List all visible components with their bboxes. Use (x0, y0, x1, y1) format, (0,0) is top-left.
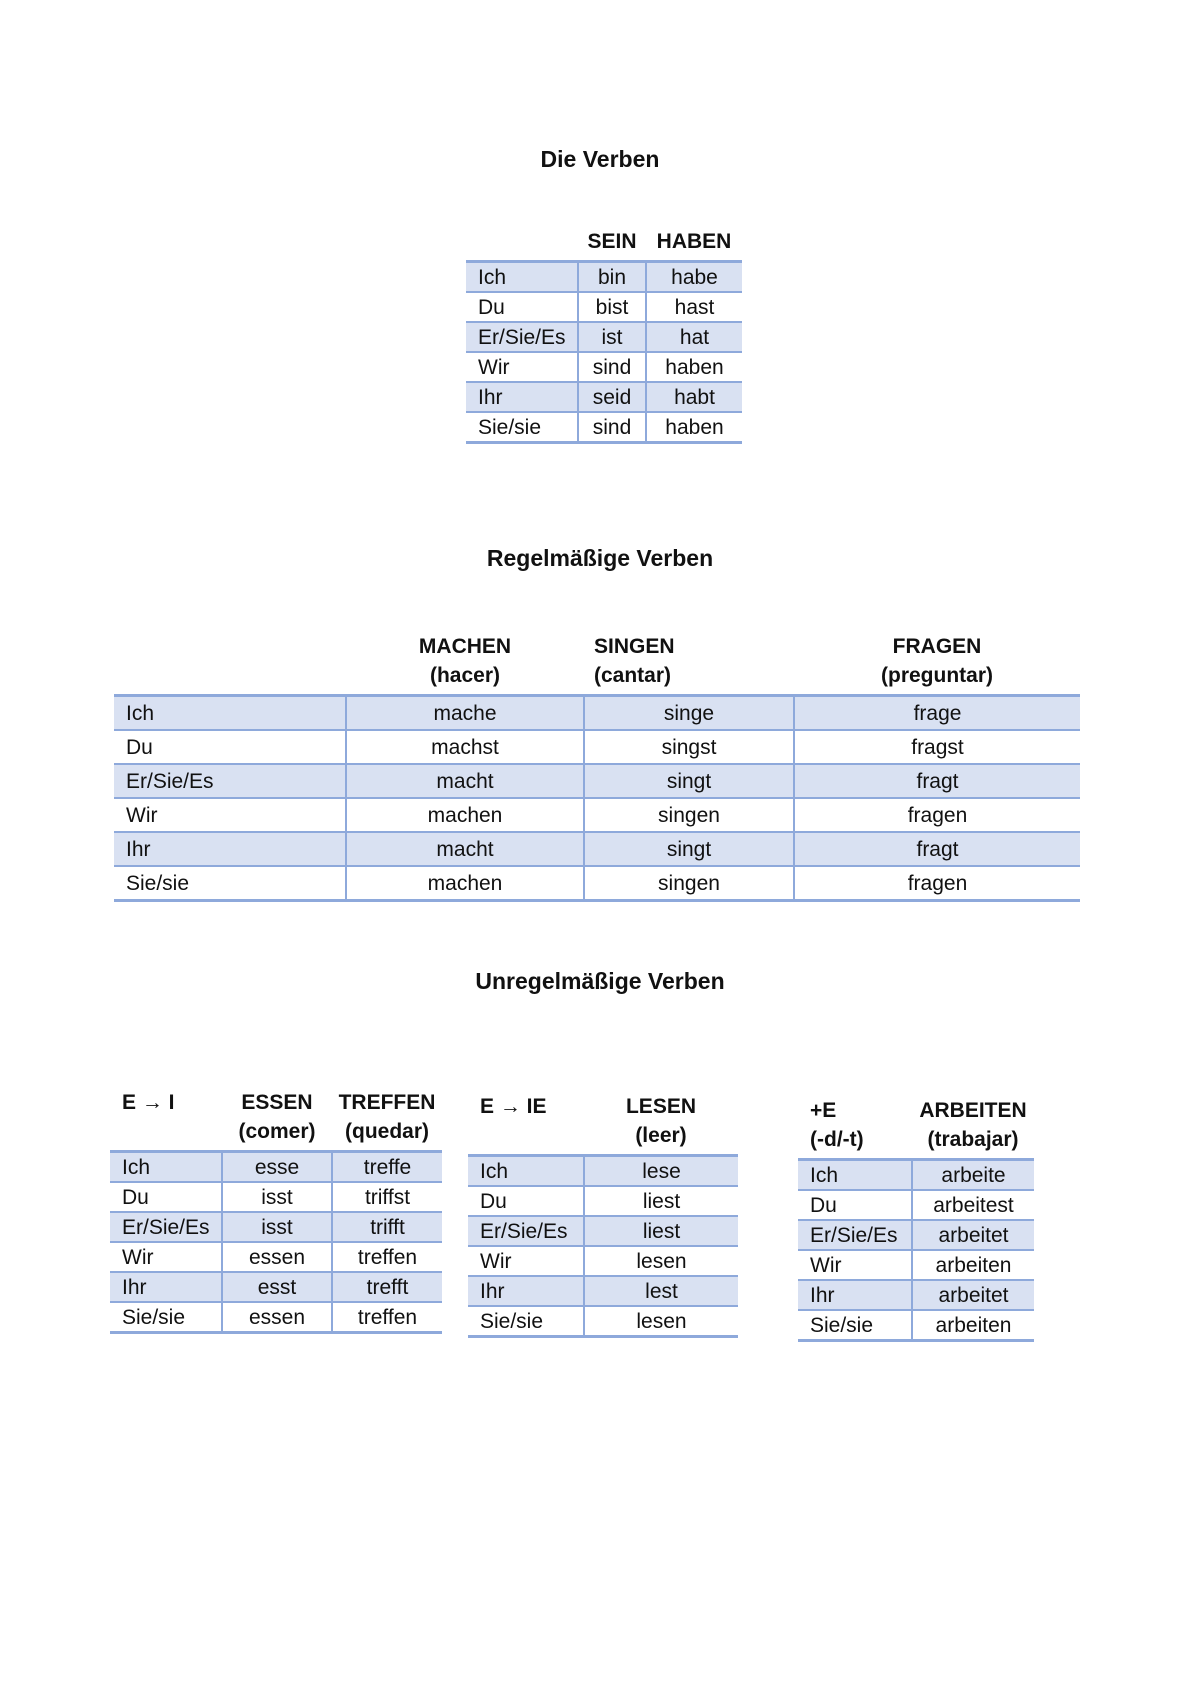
verb-form-cell: sind (578, 412, 646, 443)
verb-form-cell: lest (584, 1276, 738, 1306)
verb-form-cell: singen (584, 866, 794, 901)
pronoun-cell: Du (114, 730, 346, 764)
table-row (468, 1156, 738, 1187)
verb-form-cell: bin (578, 262, 646, 293)
verb-treffen: TREFFEN (338, 1091, 436, 1114)
verb-form-cell: arbeitet (912, 1220, 1034, 1250)
verb-form-cell: singen (584, 798, 794, 832)
pronoun-cell: Er/Sie/Es (110, 1212, 222, 1242)
verb-form-cell: fragt (794, 764, 1080, 798)
pronoun-cell: Ich (798, 1160, 912, 1191)
table-row (114, 798, 1080, 832)
verb-essen: ESSEN (241, 1091, 313, 1114)
table-row (798, 1280, 1034, 1310)
table-row (466, 412, 742, 443)
verb-form-cell: haben (646, 352, 742, 382)
header-arbeiten (912, 1096, 1034, 1160)
verb-form-cell: habt (646, 382, 742, 412)
pronoun-cell: Ihr (114, 832, 346, 866)
section-title-regular: Regelmäßige Verben (486, 545, 714, 571)
pronoun-cell: Ich (468, 1156, 584, 1187)
header-machen (346, 632, 584, 696)
gloss-machen: (hacer) (429, 664, 501, 687)
table-row (466, 322, 742, 352)
header-treffen (332, 1088, 442, 1152)
header-haben: HABEN (646, 227, 742, 262)
verb-form-cell: trifft (332, 1212, 442, 1242)
table-row (798, 1160, 1034, 1191)
verb-form-cell: treffe (332, 1152, 442, 1183)
irregular-plus-e-table (798, 1096, 1034, 1342)
pronoun-cell: Sie/sie (466, 412, 578, 443)
gloss-fragen: (preguntar) (881, 664, 993, 687)
label-plus-e (798, 1096, 912, 1160)
pronoun-cell: Wir (468, 1246, 584, 1276)
verb-singen: SINGEN (594, 635, 675, 658)
pronoun-cell: Ich (114, 696, 346, 731)
verb-form-cell: sind (578, 352, 646, 382)
verb-form-cell: macht (346, 764, 584, 798)
verb-form-cell: treffen (332, 1302, 442, 1333)
pronoun-cell: Wir (466, 352, 578, 382)
pronoun-cell: Du (798, 1190, 912, 1220)
table-row (110, 1302, 442, 1333)
pronoun-cell: Ihr (798, 1280, 912, 1310)
verb-form-cell: essen (222, 1302, 332, 1333)
header-sein: SEIN (578, 227, 646, 262)
pronoun-cell: Ihr (468, 1276, 584, 1306)
verb-form-cell: esse (222, 1152, 332, 1183)
gloss-treffen: (quedar) (345, 1120, 429, 1143)
verb-form-cell: machen (346, 798, 584, 832)
table-row (114, 832, 1080, 866)
verb-form-cell: seid (578, 382, 646, 412)
pronoun-cell: Er/Sie/Es (798, 1220, 912, 1250)
table-row (466, 382, 742, 412)
verb-form-cell: bist (578, 292, 646, 322)
verb-form-cell: fragen (794, 798, 1080, 832)
verb-form-cell: ist (578, 322, 646, 352)
verb-form-cell: arbeitet (912, 1280, 1034, 1310)
verb-form-cell: haben (646, 412, 742, 443)
table-row (110, 1152, 442, 1183)
gloss-arbeiten: (trabajar) (927, 1128, 1019, 1151)
irregular-e-i-body (110, 1152, 442, 1333)
sein-haben-table (466, 227, 742, 444)
verb-form-cell: fragen (794, 866, 1080, 901)
header-lesen (584, 1092, 738, 1156)
table-row (468, 1246, 738, 1276)
pronoun-cell: Er/Sie/Es (466, 322, 578, 352)
irregular-e-ie-table (468, 1092, 738, 1338)
gloss-essen: (comer) (238, 1120, 316, 1143)
pronoun-cell: Ihr (110, 1272, 222, 1302)
verb-form-cell: machst (346, 730, 584, 764)
verb-form-cell: lesen (584, 1306, 738, 1337)
verb-lesen: LESEN (625, 1095, 696, 1118)
table-row (468, 1306, 738, 1337)
pronoun-cell: Er/Sie/Es (468, 1216, 584, 1246)
regular-verbs-table (114, 632, 1080, 902)
pronoun-cell: Wir (798, 1250, 912, 1280)
table-row (466, 262, 742, 293)
pronoun-cell: Wir (114, 798, 346, 832)
pronoun-cell: Du (466, 292, 578, 322)
verb-form-cell: arbeite (912, 1160, 1034, 1191)
verb-form-cell: triffst (332, 1182, 442, 1212)
pronoun-cell: Du (110, 1182, 222, 1212)
section-title-irregular: Unregelmäßige Verben (475, 968, 725, 994)
table-row (798, 1220, 1034, 1250)
pronoun-cell: Du (468, 1186, 584, 1216)
verb-form-cell: singst (584, 730, 794, 764)
verb-form-cell: arbeiten (912, 1310, 1034, 1341)
gloss-singen: (cantar) (594, 664, 672, 687)
sein-haben-body (466, 262, 742, 443)
verb-form-cell: esst (222, 1272, 332, 1302)
verb-form-cell: habe (646, 262, 742, 293)
gloss-lesen: (leer) (635, 1124, 687, 1147)
label-plus-e-sub: (-d/-t) (810, 1128, 864, 1151)
table-row (114, 866, 1080, 901)
table-row (468, 1276, 738, 1306)
table-row (110, 1212, 442, 1242)
verb-form-cell: frage (794, 696, 1080, 731)
table-row (110, 1272, 442, 1302)
verb-form-cell: hast (646, 292, 742, 322)
table-row (798, 1310, 1034, 1341)
table-row (110, 1242, 442, 1272)
verb-form-cell: fragst (794, 730, 1080, 764)
verb-form-cell: isst (222, 1182, 332, 1212)
table-row (798, 1250, 1034, 1280)
table-row (114, 764, 1080, 798)
regular-verbs-body (114, 696, 1080, 901)
table-row (798, 1190, 1034, 1220)
pronoun-cell: Sie/sie (110, 1302, 222, 1333)
verb-form-cell: isst (222, 1212, 332, 1242)
table-row (466, 292, 742, 322)
verb-form-cell: mache (346, 696, 584, 731)
table-row (114, 730, 1080, 764)
pronoun-cell: Wir (110, 1242, 222, 1272)
verb-form-cell: liest (584, 1186, 738, 1216)
pronoun-cell: Sie/sie (468, 1306, 584, 1337)
verb-form-cell: singt (584, 764, 794, 798)
page-title: Die Verben (540, 146, 660, 172)
verb-machen: MACHEN (418, 635, 512, 658)
verb-arbeiten: ARBEITEN (919, 1099, 1027, 1122)
verb-form-cell: arbeitest (912, 1190, 1034, 1220)
header-fragen (794, 632, 1080, 696)
table-row (110, 1182, 442, 1212)
verb-form-cell: singe (584, 696, 794, 731)
header-essen (222, 1088, 332, 1152)
irregular-e-ie-body (468, 1156, 738, 1337)
pronoun-cell: Ihr (466, 382, 578, 412)
verb-form-cell: lesen (584, 1246, 738, 1276)
verb-form-cell: singt (584, 832, 794, 866)
table-row (468, 1216, 738, 1246)
table-row (468, 1186, 738, 1216)
pronoun-cell: Ich (110, 1152, 222, 1183)
verb-form-cell: lese (584, 1156, 738, 1187)
verb-form-cell: arbeiten (912, 1250, 1034, 1280)
label-e-i: E → I (110, 1088, 222, 1152)
irregular-e-i-table (110, 1088, 442, 1334)
irregular-plus-e-body (798, 1160, 1034, 1341)
pronoun-cell: Sie/sie (798, 1310, 912, 1341)
verb-form-cell: trefft (332, 1272, 442, 1302)
table-row (114, 696, 1080, 731)
verb-fragen: FRAGEN (892, 635, 982, 658)
verb-form-cell: machen (346, 866, 584, 901)
verb-form-cell: treffen (332, 1242, 442, 1272)
verb-form-cell: macht (346, 832, 584, 866)
verb-form-cell: hat (646, 322, 742, 352)
pronoun-cell: Ich (466, 262, 578, 293)
pronoun-cell: Sie/sie (114, 866, 346, 901)
verb-form-cell: liest (584, 1216, 738, 1246)
label-e-ie: E → IE (468, 1092, 584, 1156)
table-row (466, 352, 742, 382)
header-singen (584, 632, 794, 696)
label-plus-e-main: +E (810, 1099, 837, 1122)
verb-form-cell: fragt (794, 832, 1080, 866)
pronoun-cell: Er/Sie/Es (114, 764, 346, 798)
verb-form-cell: essen (222, 1242, 332, 1272)
